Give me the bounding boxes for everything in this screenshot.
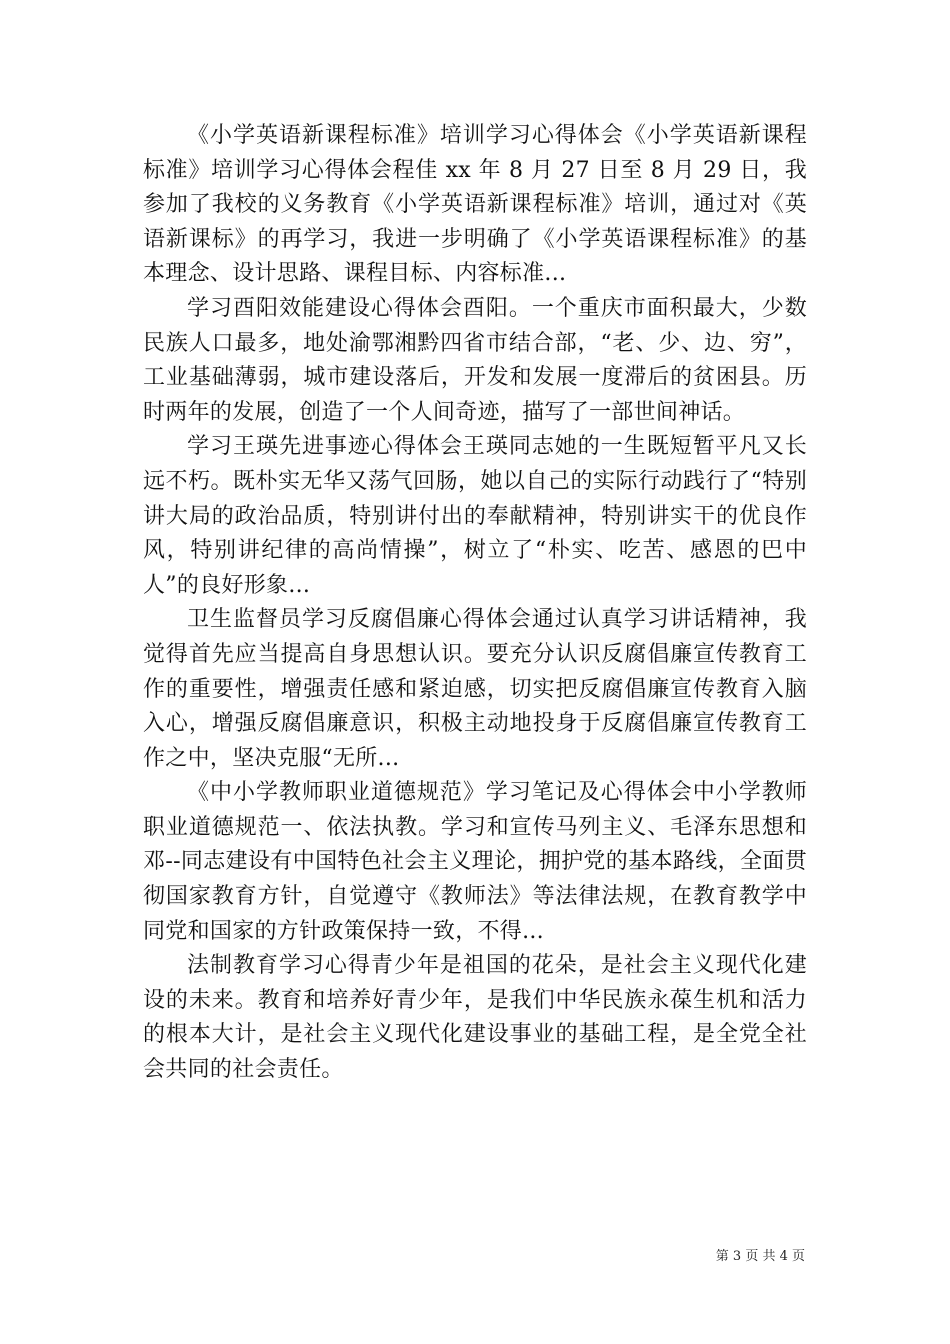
paragraph-anti-corruption: 卫生监督员学习反腐倡廉心得体会通过认真学习讲话精神，我觉得首先应当提高自身思想认识。要充分认识反腐倡廉宣传教育工作的重要性，增强责任感和紧迫感，切实把反腐倡廉宣传教育入脑入心，增强反腐倡廉意识，积极主动地投身于反腐倡廉宣传教育工作之中，坚决克服“无所... xyxy=(143,607,807,771)
paragraph-wangying-deeds: 学习王瑛先进事迹心得体会王瑛同志她的一生既短暂平凡又长远不朽。既朴实无华又荡气回肠，她以自己的实际行动践行了“特别讲大局的政治品质，特别讲付出的奉献精神，特别讲实干的优良作风，特别讲纪律的高尚情操”，树立了“朴实、吃苦、感恩的巴中人”的良好形象... xyxy=(143,434,807,598)
paragraph-youyang-efficiency: 学习酉阳效能建设心得体会酉阳。一个重庆市面积最大，少数民族人口最多，地处渝鄂湘黔四省市结合部，“老、少、边、穷”，工业基础薄弱，城市建设落后，开发和发展一度滞后的贫困县。历时两年的发展，创造了一个人间奇迹，描写了一部世间神话。 xyxy=(143,295,807,425)
document-body xyxy=(143,119,807,1088)
page-number-footer: 第 3 页 共 4 页 xyxy=(715,1249,805,1264)
paragraph-legal-education: 法制教育学习心得青少年是祖国的花朵，是社会主义现代化建设的未来。教育和培养好青少年，是我们中华民族永葆生机和活力的根本大计，是社会主义现代化建设事业的基础工程，是全党全社会共同的社会责任。 xyxy=(143,953,807,1083)
paragraph-english-curriculum: 《小学英语新课程标准》培训学习心得体会《小学英语新课程标准》培训学习心得体会程佳 xx 年 8 月 27 日至 8 月 29 日，我参加了我校的义务教育《小学英语新课程标准》培训，通过对《英语新课标》的再学习，我进一步明确了《小学英语课程标准》的基本理念、设计思路、课程目标、内容标准... xyxy=(143,123,807,287)
paragraph-teacher-ethics: 《中小学教师职业道德规范》学习笔记及心得体会中小学教师职业道德规范一、依法执教。学习和宣传马列主义、毛泽东思想和邓--同志建设有中国特色社会主义理论，拥护党的基本路线，全面贯彻国家教育方针，自觉遵守《教师法》等法律法规，在教育教学中同党和国家的方针政策保持一致，不得... xyxy=(143,780,807,944)
